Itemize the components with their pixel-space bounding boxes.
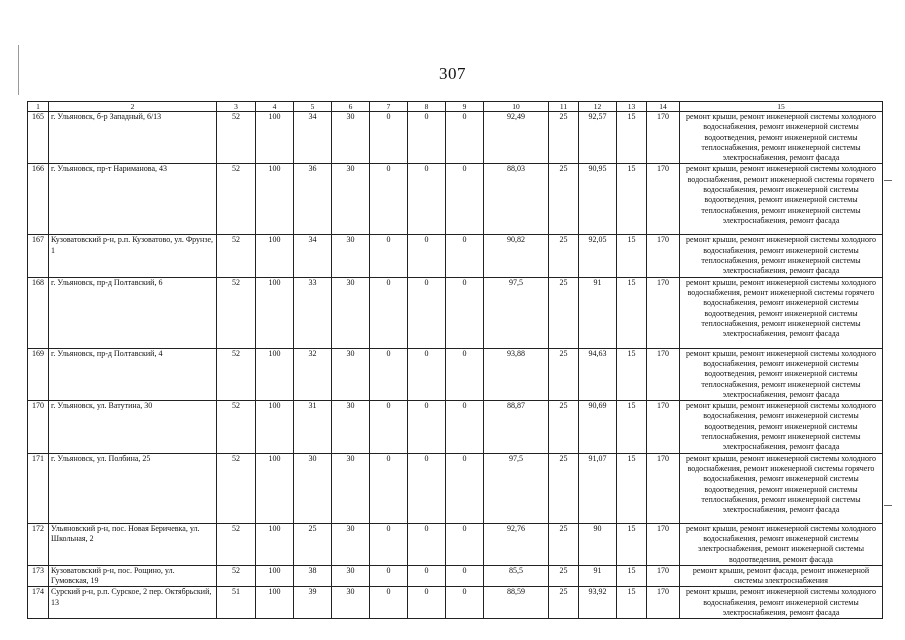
column-header: 11 — [549, 102, 579, 112]
col9-cell: 0 — [446, 401, 484, 453]
col8-cell: 0 — [408, 453, 446, 523]
col6-cell: 30 — [332, 164, 370, 235]
col8-cell: 0 — [408, 164, 446, 235]
col6-cell: 30 — [332, 112, 370, 164]
address-cell: Кузоватовский р-н, р.п. Кузоватово, ул. Фрунзе, 1 — [49, 235, 217, 277]
col4-cell: 100 — [256, 164, 294, 235]
col6-cell: 30 — [332, 523, 370, 565]
table-row — [28, 348, 883, 400]
column-header: 6 — [332, 102, 370, 112]
col14-cell: 170 — [647, 348, 680, 400]
col12-cell: 93,92 — [579, 587, 617, 619]
col12-cell: 92,05 — [579, 235, 617, 277]
col14-cell: 170 — [647, 587, 680, 619]
column-header: 5 — [294, 102, 332, 112]
col6-cell: 30 — [332, 235, 370, 277]
col14-cell: 170 — [647, 565, 680, 587]
table-row — [28, 401, 883, 453]
col4-cell: 100 — [256, 348, 294, 400]
col14-cell: 170 — [647, 401, 680, 453]
col5-cell: 30 — [294, 453, 332, 523]
column-header: 12 — [579, 102, 617, 112]
col5-cell: 39 — [294, 587, 332, 619]
col9-cell: 0 — [446, 235, 484, 277]
col12-cell: 90,95 — [579, 164, 617, 235]
col10-cell: 90,82 — [484, 235, 549, 277]
col10-cell: 97,5 — [484, 277, 549, 348]
col4-cell: 100 — [256, 112, 294, 164]
repair-register-table — [27, 101, 883, 619]
works-cell: ремонт крыши, ремонт инженерной системы холодного водоснабжения, ремонт инженерной системы электроснабжения, ремонт инженерной системы водоотведения, ремонт фасада — [680, 523, 883, 565]
row-number: 170 — [28, 401, 49, 453]
col8-cell: 0 — [408, 523, 446, 565]
col14-cell: 170 — [647, 112, 680, 164]
col10-cell: 88,87 — [484, 401, 549, 453]
col14-cell: 170 — [647, 164, 680, 235]
col8-cell: 0 — [408, 565, 446, 587]
col9-cell: 0 — [446, 112, 484, 164]
col11-cell: 25 — [549, 453, 579, 523]
col9-cell: 0 — [446, 164, 484, 235]
col8-cell: 0 — [408, 401, 446, 453]
col4-cell: 100 — [256, 587, 294, 619]
col8-cell: 0 — [408, 235, 446, 277]
row-number: 166 — [28, 164, 49, 235]
col14-cell: 170 — [647, 453, 680, 523]
row-number: 173 — [28, 565, 49, 587]
column-header: 7 — [370, 102, 408, 112]
col3-cell: 52 — [217, 523, 256, 565]
col10-cell: 92,76 — [484, 523, 549, 565]
table-row — [28, 112, 883, 164]
col11-cell: 25 — [549, 565, 579, 587]
col9-cell: 0 — [446, 587, 484, 619]
column-header: 4 — [256, 102, 294, 112]
table-row — [28, 453, 883, 523]
address-cell: г. Ульяновск, пр-д Полтавский, 4 — [49, 348, 217, 400]
works-cell: ремонт крыши, ремонт инженерной системы холодного водоснабжения, ремонт инженерной системы водоотведения, ремонт инженерной системы теплоснабжения, ремонт инженерной системы электроснабжения, ремонт фасада — [680, 401, 883, 453]
col11-cell: 25 — [549, 164, 579, 235]
col6-cell: 30 — [332, 453, 370, 523]
col13-cell: 15 — [617, 348, 647, 400]
table-row — [28, 587, 883, 619]
row-number: 168 — [28, 277, 49, 348]
col13-cell: 15 — [617, 401, 647, 453]
page-number: 307 — [439, 64, 466, 83]
col12-cell: 91 — [579, 277, 617, 348]
column-header: 1 — [28, 102, 49, 112]
col12-cell: 92,57 — [579, 112, 617, 164]
col5-cell: 31 — [294, 401, 332, 453]
col11-cell: 25 — [549, 401, 579, 453]
works-cell: ремонт крыши, ремонт инженерной системы холодного водоснабжения, ремонт инженерной системы водоотведения, ремонт инженерной системы теплоснабжения, ремонт инженерной системы электроснабжения, ремонт фасада — [680, 348, 883, 400]
works-cell: ремонт крыши, ремонт инженерной системы холодного водоснабжения, ремонт инженерной системы горячего водоснабжения, ремонт инженерной системы водоотведения, ремонт инженерной системы теплоснабжения, ремонт инженерной системы электроснабжения, ремонт фасада — [680, 277, 883, 348]
col11-cell: 25 — [549, 523, 579, 565]
column-header: 8 — [408, 102, 446, 112]
column-header: 15 — [680, 102, 883, 112]
col6-cell: 30 — [332, 401, 370, 453]
col13-cell: 15 — [617, 235, 647, 277]
col10-cell: 97,5 — [484, 453, 549, 523]
col7-cell: 0 — [370, 401, 408, 453]
col7-cell: 0 — [370, 348, 408, 400]
col3-cell: 52 — [217, 112, 256, 164]
col9-cell: 0 — [446, 453, 484, 523]
col9-cell: 0 — [446, 523, 484, 565]
col3-cell: 52 — [217, 235, 256, 277]
col3-cell: 52 — [217, 453, 256, 523]
col7-cell: 0 — [370, 587, 408, 619]
works-cell: ремонт крыши, ремонт фасада, ремонт инженерной системы электроснабжения — [680, 565, 883, 587]
col3-cell: 52 — [217, 401, 256, 453]
col4-cell: 100 — [256, 401, 294, 453]
col13-cell: 15 — [617, 587, 647, 619]
col13-cell: 15 — [617, 277, 647, 348]
address-cell: Сурский р-н, р.п. Сурское, 2 пер. Октябрьский, 13 — [49, 587, 217, 619]
col7-cell: 0 — [370, 277, 408, 348]
col3-cell: 52 — [217, 348, 256, 400]
col5-cell: 36 — [294, 164, 332, 235]
col4-cell: 100 — [256, 453, 294, 523]
works-cell: ремонт крыши, ремонт инженерной системы холодного водоснабжения, ремонт инженерной системы горячего водоснабжения, ремонт инженерной системы водоотведения, ремонт инженерной системы теплоснабжения, ремонт инженерной системы электроснабжения, ремонт фасада — [680, 453, 883, 523]
col13-cell: 15 — [617, 112, 647, 164]
row-number: 165 — [28, 112, 49, 164]
works-cell: ремонт крыши, ремонт инженерной системы холодного водоснабжения, ремонт инженерной системы водоотведения, ремонт инженерной системы теплоснабжения, ремонт инженерной системы электроснабжения, ремонт фасада — [680, 112, 883, 164]
col6-cell: 30 — [332, 587, 370, 619]
col4-cell: 100 — [256, 565, 294, 587]
table-row — [28, 523, 883, 565]
col13-cell: 15 — [617, 565, 647, 587]
col11-cell: 25 — [549, 235, 579, 277]
column-number-row — [28, 102, 883, 112]
col13-cell: 15 — [617, 523, 647, 565]
col6-cell: 30 — [332, 565, 370, 587]
col5-cell: 25 — [294, 523, 332, 565]
address-cell: г. Ульяновск, б-р Западный, 6/13 — [49, 112, 217, 164]
col11-cell: 25 — [549, 112, 579, 164]
col10-cell: 88,03 — [484, 164, 549, 235]
col12-cell: 90,69 — [579, 401, 617, 453]
table-row — [28, 164, 883, 235]
row-number: 172 — [28, 523, 49, 565]
column-header: 9 — [446, 102, 484, 112]
col10-cell: 92,49 — [484, 112, 549, 164]
col12-cell: 90 — [579, 523, 617, 565]
col13-cell: 15 — [617, 164, 647, 235]
address-cell: г. Ульяновск, ул. Полбина, 25 — [49, 453, 217, 523]
col7-cell: 0 — [370, 112, 408, 164]
row-number: 167 — [28, 235, 49, 277]
col3-cell: 52 — [217, 565, 256, 587]
column-header: 13 — [617, 102, 647, 112]
column-header: 10 — [484, 102, 549, 112]
col7-cell: 0 — [370, 453, 408, 523]
col3-cell: 52 — [217, 164, 256, 235]
col5-cell: 34 — [294, 235, 332, 277]
edge-mark — [884, 180, 892, 181]
col10-cell: 85,5 — [484, 565, 549, 587]
col10-cell: 93,88 — [484, 348, 549, 400]
col8-cell: 0 — [408, 348, 446, 400]
row-number: 174 — [28, 587, 49, 619]
col4-cell: 100 — [256, 235, 294, 277]
edge-mark — [884, 505, 892, 506]
col5-cell: 33 — [294, 277, 332, 348]
col14-cell: 170 — [647, 235, 680, 277]
col9-cell: 0 — [446, 348, 484, 400]
row-number: 169 — [28, 348, 49, 400]
col9-cell: 0 — [446, 565, 484, 587]
col11-cell: 25 — [549, 348, 579, 400]
works-cell: ремонт крыши, ремонт инженерной системы холодного водоснабжения, ремонт инженерной системы электроснабжения, ремонт фасада — [680, 587, 883, 619]
col8-cell: 0 — [408, 587, 446, 619]
table-row — [28, 565, 883, 587]
col7-cell: 0 — [370, 164, 408, 235]
column-header: 2 — [49, 102, 217, 112]
address-cell: Кузоватовский р-н, пос. Рощино, ул. Гумовская, 19 — [49, 565, 217, 587]
col14-cell: 170 — [647, 523, 680, 565]
col8-cell: 0 — [408, 112, 446, 164]
col14-cell: 170 — [647, 277, 680, 348]
table-row — [28, 235, 883, 277]
col12-cell: 91 — [579, 565, 617, 587]
col11-cell: 25 — [549, 587, 579, 619]
address-cell: г. Ульяновск, пр-д Полтавский, 6 — [49, 277, 217, 348]
col5-cell: 34 — [294, 112, 332, 164]
col5-cell: 32 — [294, 348, 332, 400]
col13-cell: 15 — [617, 453, 647, 523]
col12-cell: 94,63 — [579, 348, 617, 400]
col5-cell: 38 — [294, 565, 332, 587]
col7-cell: 0 — [370, 565, 408, 587]
col7-cell: 0 — [370, 523, 408, 565]
col6-cell: 30 — [332, 348, 370, 400]
address-cell: г. Ульяновск, ул. Ватутина, 30 — [49, 401, 217, 453]
col12-cell: 91,07 — [579, 453, 617, 523]
col3-cell: 51 — [217, 587, 256, 619]
col11-cell: 25 — [549, 277, 579, 348]
col9-cell: 0 — [446, 277, 484, 348]
col10-cell: 88,59 — [484, 587, 549, 619]
address-cell: г. Ульяновск, пр-т Нариманова, 43 — [49, 164, 217, 235]
column-header: 3 — [217, 102, 256, 112]
works-cell: ремонт крыши, ремонт инженерной системы холодного водоснабжения, ремонт инженерной системы горячего водоснабжения, ремонт инженерной системы водоотведения, ремонт инженерной системы теплоснабжения, ремонт инженерной системы электроснабжения, ремонт фасада — [680, 164, 883, 235]
col7-cell: 0 — [370, 235, 408, 277]
col4-cell: 100 — [256, 277, 294, 348]
col4-cell: 100 — [256, 523, 294, 565]
row-number: 171 — [28, 453, 49, 523]
address-cell: Ульяновский р-н, пос. Новая Беричевка, ул. Школьная, 2 — [49, 523, 217, 565]
col6-cell: 30 — [332, 277, 370, 348]
works-cell: ремонт крыши, ремонт инженерной системы холодного водоснабжения, ремонт инженерной системы теплоснабжения, ремонт инженерной системы электроснабжения, ремонт фасада — [680, 235, 883, 277]
column-header: 14 — [647, 102, 680, 112]
table-row — [28, 277, 883, 348]
col3-cell: 52 — [217, 277, 256, 348]
col8-cell: 0 — [408, 277, 446, 348]
